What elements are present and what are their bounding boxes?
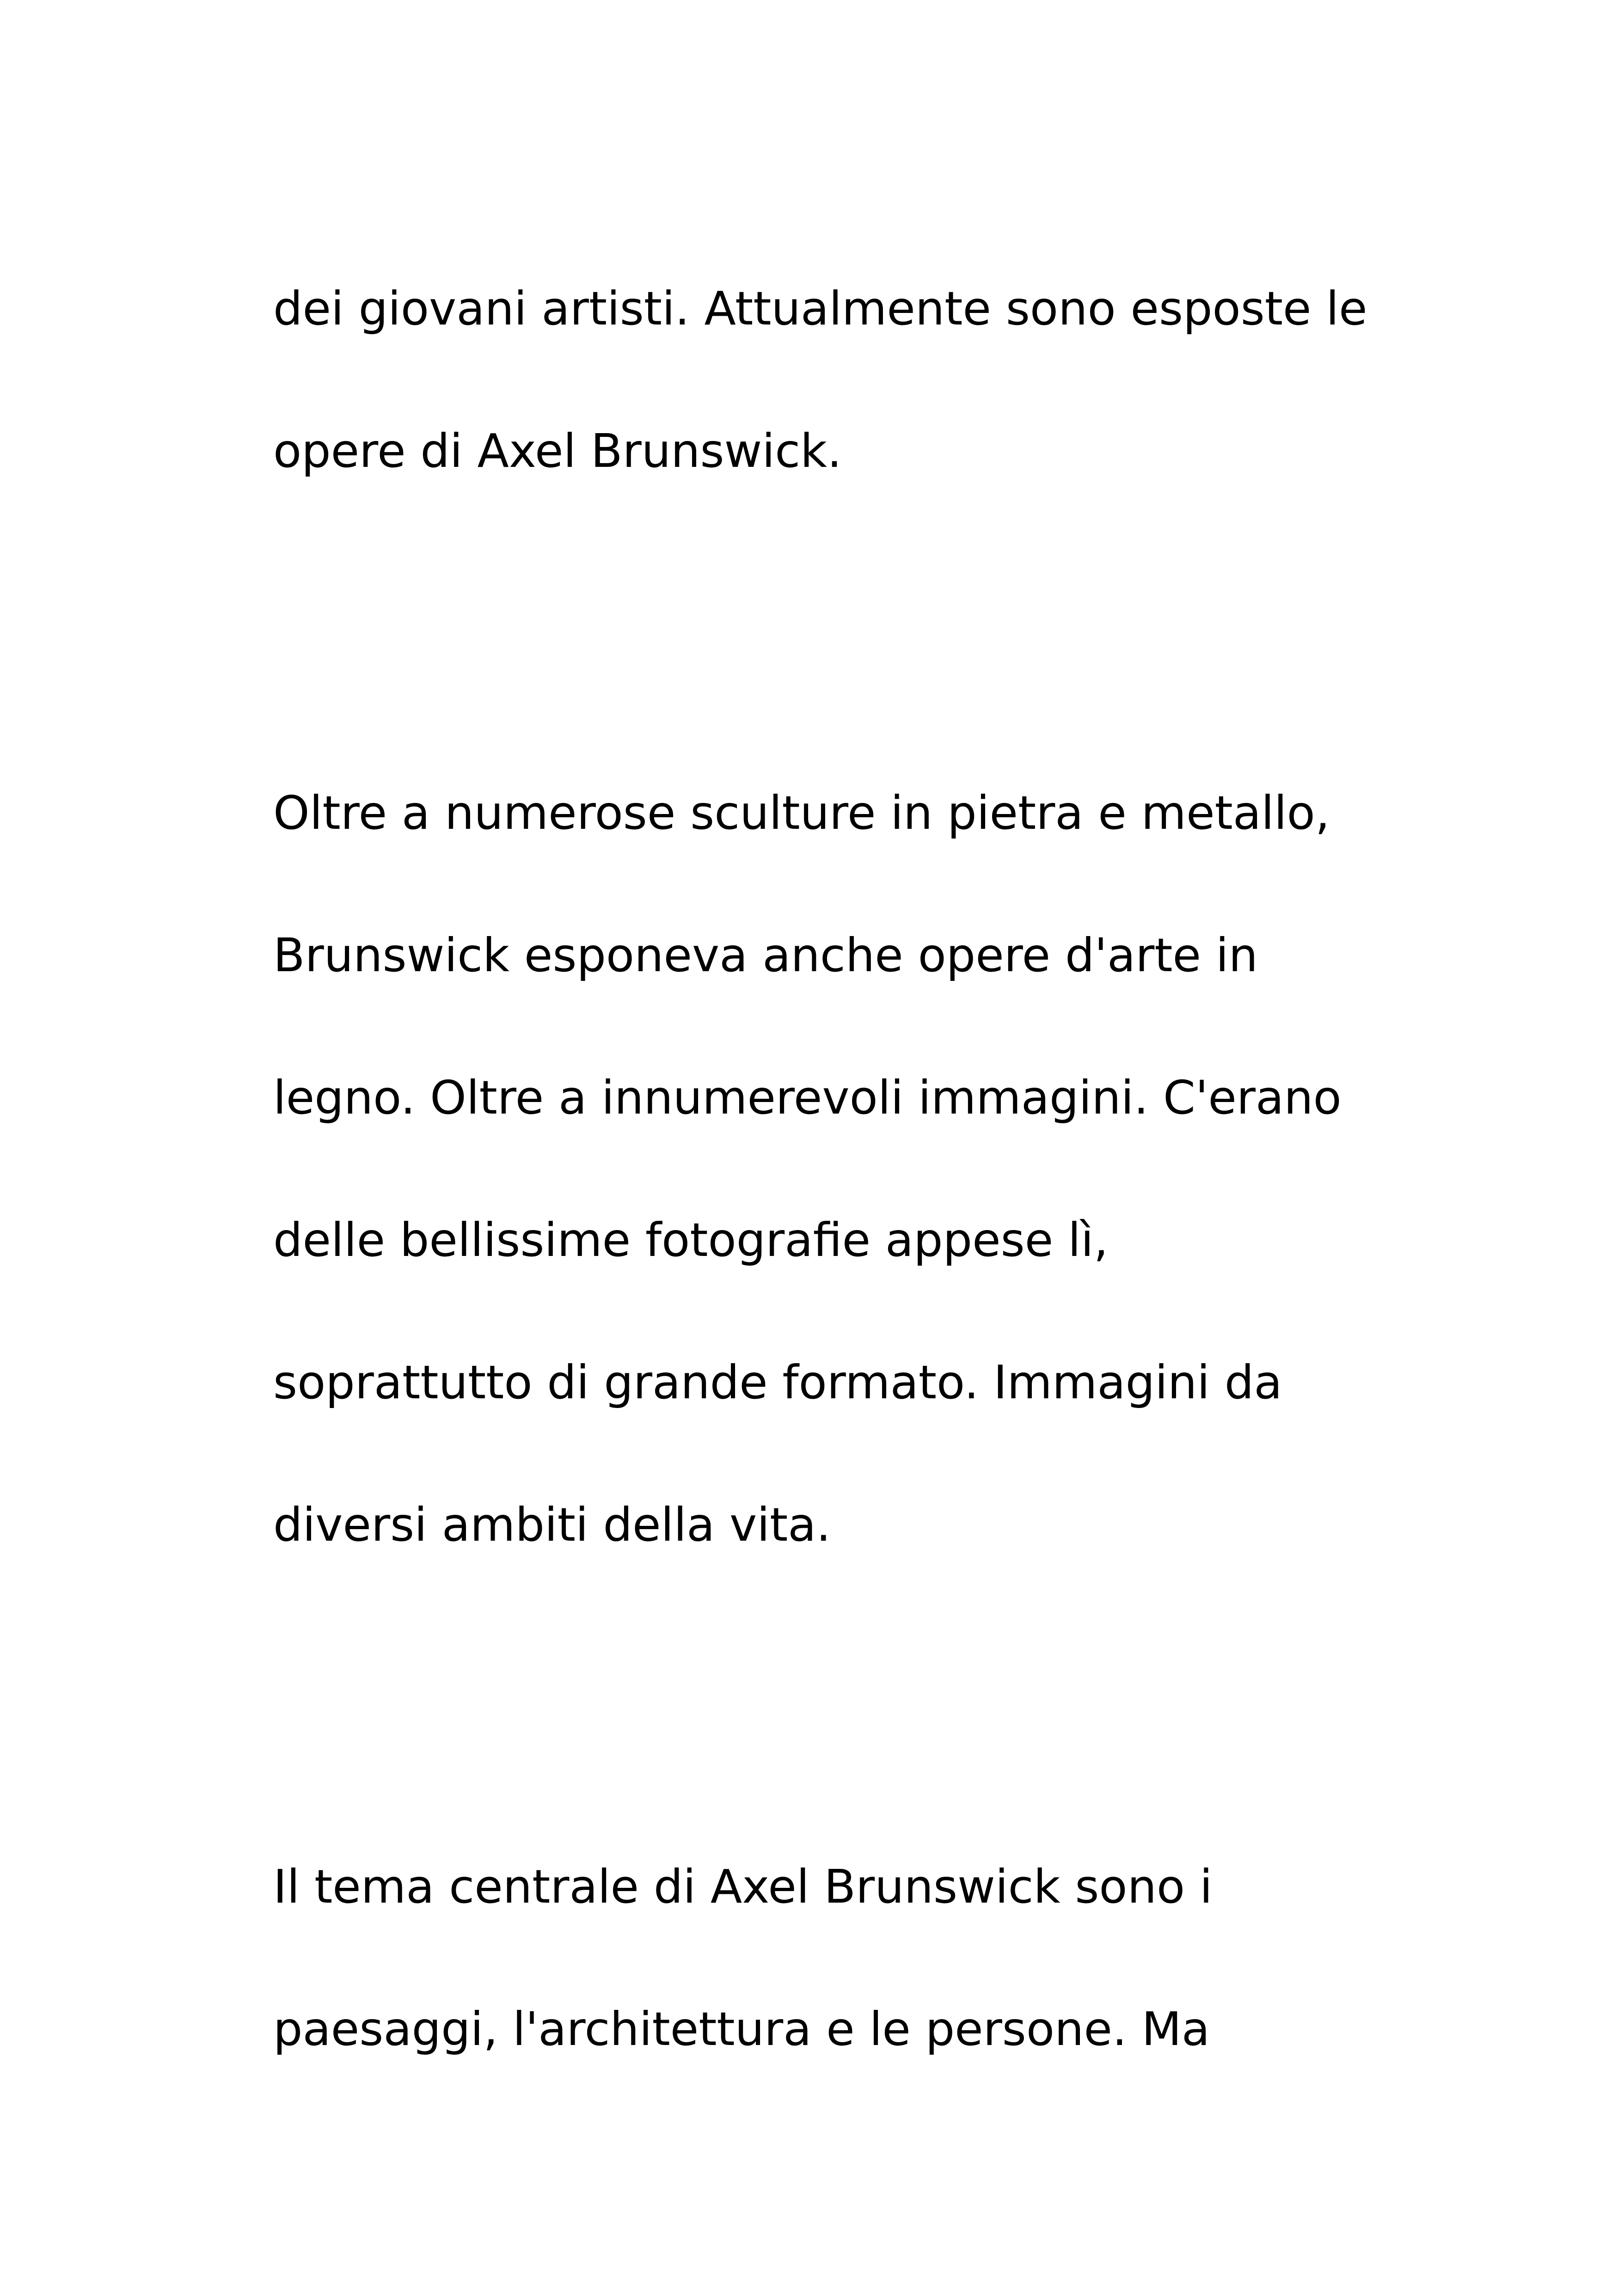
text-line: diversi ambiti della vita. (273, 1498, 831, 1552)
text-line: soprattutto di grande formato. Immagini da (273, 1355, 1282, 1409)
text-line: delle bellissime fotografie appese lì, (273, 1213, 1109, 1267)
text-line: legno. Oltre a innumerevoli immagini. C'erano (273, 1071, 1342, 1125)
text-line: Oltre a numerose sculture in pietra e metallo, (273, 786, 1330, 840)
text-line: paesaggi, l'architettura e le persone. Ma (273, 2002, 1210, 2056)
text-line: Brunswick esponeva anche opere d'arte in (273, 928, 1258, 982)
text-line: dei giovani artisti. Attualmente sono esposte le (273, 282, 1367, 336)
text-line: opere di Axel Brunswick. (273, 424, 842, 478)
text-line: Il tema centrale di Axel Brunswick sono i (273, 1860, 1213, 1914)
